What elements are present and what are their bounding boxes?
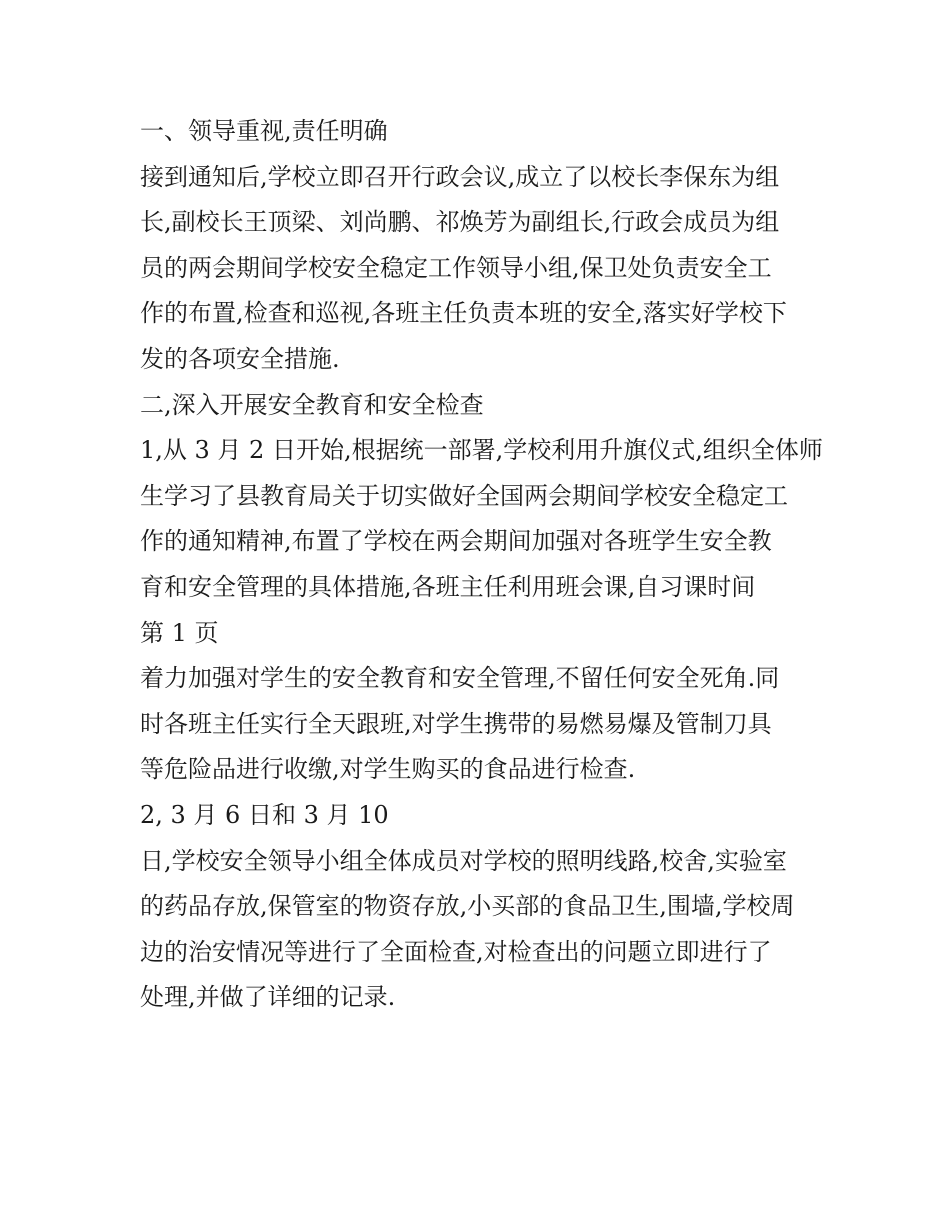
paragraph-line: 日,学校安全领导小组全体成员对学校的照明线路,校舍,实验室 [140, 846, 787, 875]
paragraph-line: 作的通知精神,布置了学校在两会期间加强对各班学生安全教 [140, 527, 772, 556]
section-heading-2: 二,深入开展安全教育和安全检查 [140, 390, 484, 419]
paragraph-line: 长,副校长王顶梁、刘尚鹏、祁焕芳为副组长,行政会成员为组 [140, 208, 780, 237]
paragraph-line: 处理,并做了详细的记录. [140, 983, 396, 1012]
paragraph-line: 2, 3 月 6 日和 3 月 10 [140, 800, 389, 829]
page-number: 第 1 页 [140, 618, 219, 647]
paragraph-line: 作的布置,检查和巡视,各班主任负责本班的安全,落实好学校下 [140, 299, 787, 328]
paragraph-line: 员的两会期间学校安全稳定工作领导小组,保卫处负责安全工 [140, 253, 772, 282]
paragraph-line: 发的各项安全措施. [140, 344, 340, 373]
paragraph-line: 育和安全管理的具体措施,各班主任利用班会课,自习课时间 [140, 572, 756, 601]
paragraph-line: 1,从 3 月 2 日开始,根据统一部署,学校利用升旗仪式,组织全体师 [140, 436, 823, 465]
section-heading-1: 一、领导重视,责任明确 [140, 117, 388, 145]
paragraph-line: 着力加强对学生的安全教育和安全管理,不留任何安全死角.同 [140, 664, 780, 693]
paragraph-line: 时各班主任实行全天跟班,对学生携带的易燃易爆及管制刀具 [140, 709, 772, 738]
paragraph-line: 等危险品进行收缴,对学生购买的食品进行检查. [140, 755, 636, 784]
paragraph-line: 的药品存放,保管室的物资存放,小买部的食品卫生,围墙,学校周 [140, 892, 795, 921]
document-body [140, 109, 830, 1021]
paragraph-line: 接到通知后,学校立即召开行政会议,成立了以校长李保东为组 [140, 162, 780, 191]
paragraph-line: 生学习了县教育局关于切实做好全国两会期间学校安全稳定工 [140, 481, 788, 510]
paragraph-line: 边的治安情况等进行了全面检查,对检查出的问题立即进行了 [140, 937, 772, 966]
